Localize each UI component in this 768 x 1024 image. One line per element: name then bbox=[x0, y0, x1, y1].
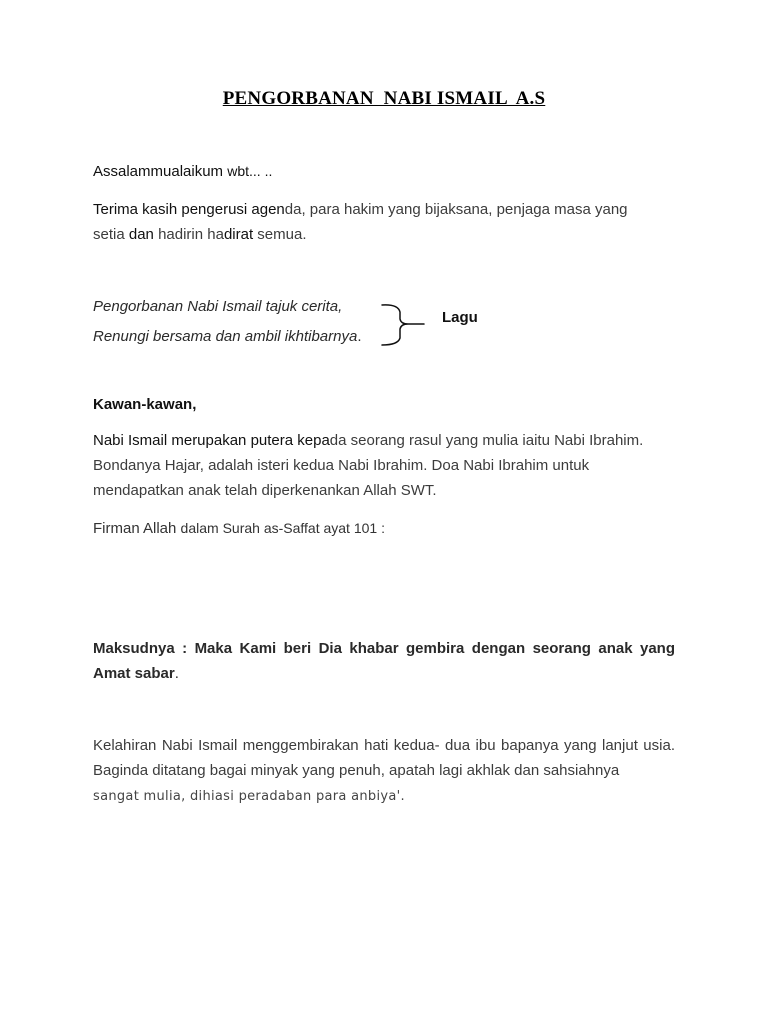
greeting-text: Assalammualaikum bbox=[93, 163, 228, 180]
thanks-part-6: dirat bbox=[223, 226, 254, 243]
nabi-part-2: da seorang rasul yang mulia iaitu Nabi Ibrahim. bbox=[329, 432, 644, 449]
verse-line-2-end: . bbox=[357, 328, 362, 345]
thanks-part-3: setia bbox=[93, 226, 129, 243]
lagu-label: Lagu bbox=[442, 309, 478, 326]
thanks-part-2: da, para hakim yang bijaksana, penjaga masa yang bbox=[284, 201, 628, 218]
kelahiran-paragraph bbox=[93, 733, 675, 809]
kelahiran-text: Kelahiran Nabi Ismail menggembirakan hati kedua- dua ibu bapanya yang lanjut usia. Baginda ditatang bagai minyak yang penuh, apatah lagi akhlak dan sahsiahnya bbox=[93, 737, 675, 779]
firman-part-2: dalam Surah as-Saffat ayat 101 : bbox=[180, 520, 385, 536]
maksud-text: Maksudnya : Maka Kami beri Dia khabar gembira dengan seorang anak yang Amat sabar bbox=[93, 640, 675, 682]
firman-line bbox=[93, 516, 675, 541]
verse-line-1: Pengorbanan Nabi Ismail tajuk cerita, bbox=[93, 298, 343, 315]
maksud-end: . bbox=[174, 665, 179, 682]
thanks-part-1: Terima kasih pengerusi agen bbox=[93, 201, 285, 218]
curly-bracket-icon bbox=[378, 302, 438, 348]
verse-line-2 bbox=[93, 327, 362, 347]
page-title: PENGORBANAN NABI ISMAIL A.S bbox=[222, 88, 546, 109]
nabi-ismail-paragraph bbox=[93, 428, 675, 503]
kelahiran-last-line: sangat mulia, dihiasi peradaban para anbiya'. bbox=[93, 789, 405, 804]
firman-part-1: Firman Allah bbox=[93, 520, 181, 537]
greeting-tail: wbt... .. bbox=[227, 163, 273, 179]
thanks-part-4: dan bbox=[128, 226, 159, 243]
kawan-heading: Kawan-kawan, bbox=[93, 396, 197, 413]
nabi-part-1: Nabi Ismail merupakan putera kepa bbox=[93, 432, 330, 449]
nabi-line-2: Bondanya Hajar, adalah isteri kedua Nabi Ibrahim. Doa Nabi Ibrahim untuk bbox=[93, 457, 590, 474]
thanks-part-7: semua. bbox=[253, 226, 307, 243]
nabi-line-3: mendapatkan anak telah diperkenankan Allah SWT. bbox=[93, 482, 437, 499]
maksud-paragraph bbox=[93, 636, 675, 686]
greeting-line bbox=[93, 159, 675, 184]
thanks-paragraph bbox=[93, 197, 675, 247]
verse-line-2-text: Renungi bersama dan ambil ikhtibarnya bbox=[93, 328, 358, 345]
thanks-part-5: hadirin ha bbox=[158, 226, 224, 243]
